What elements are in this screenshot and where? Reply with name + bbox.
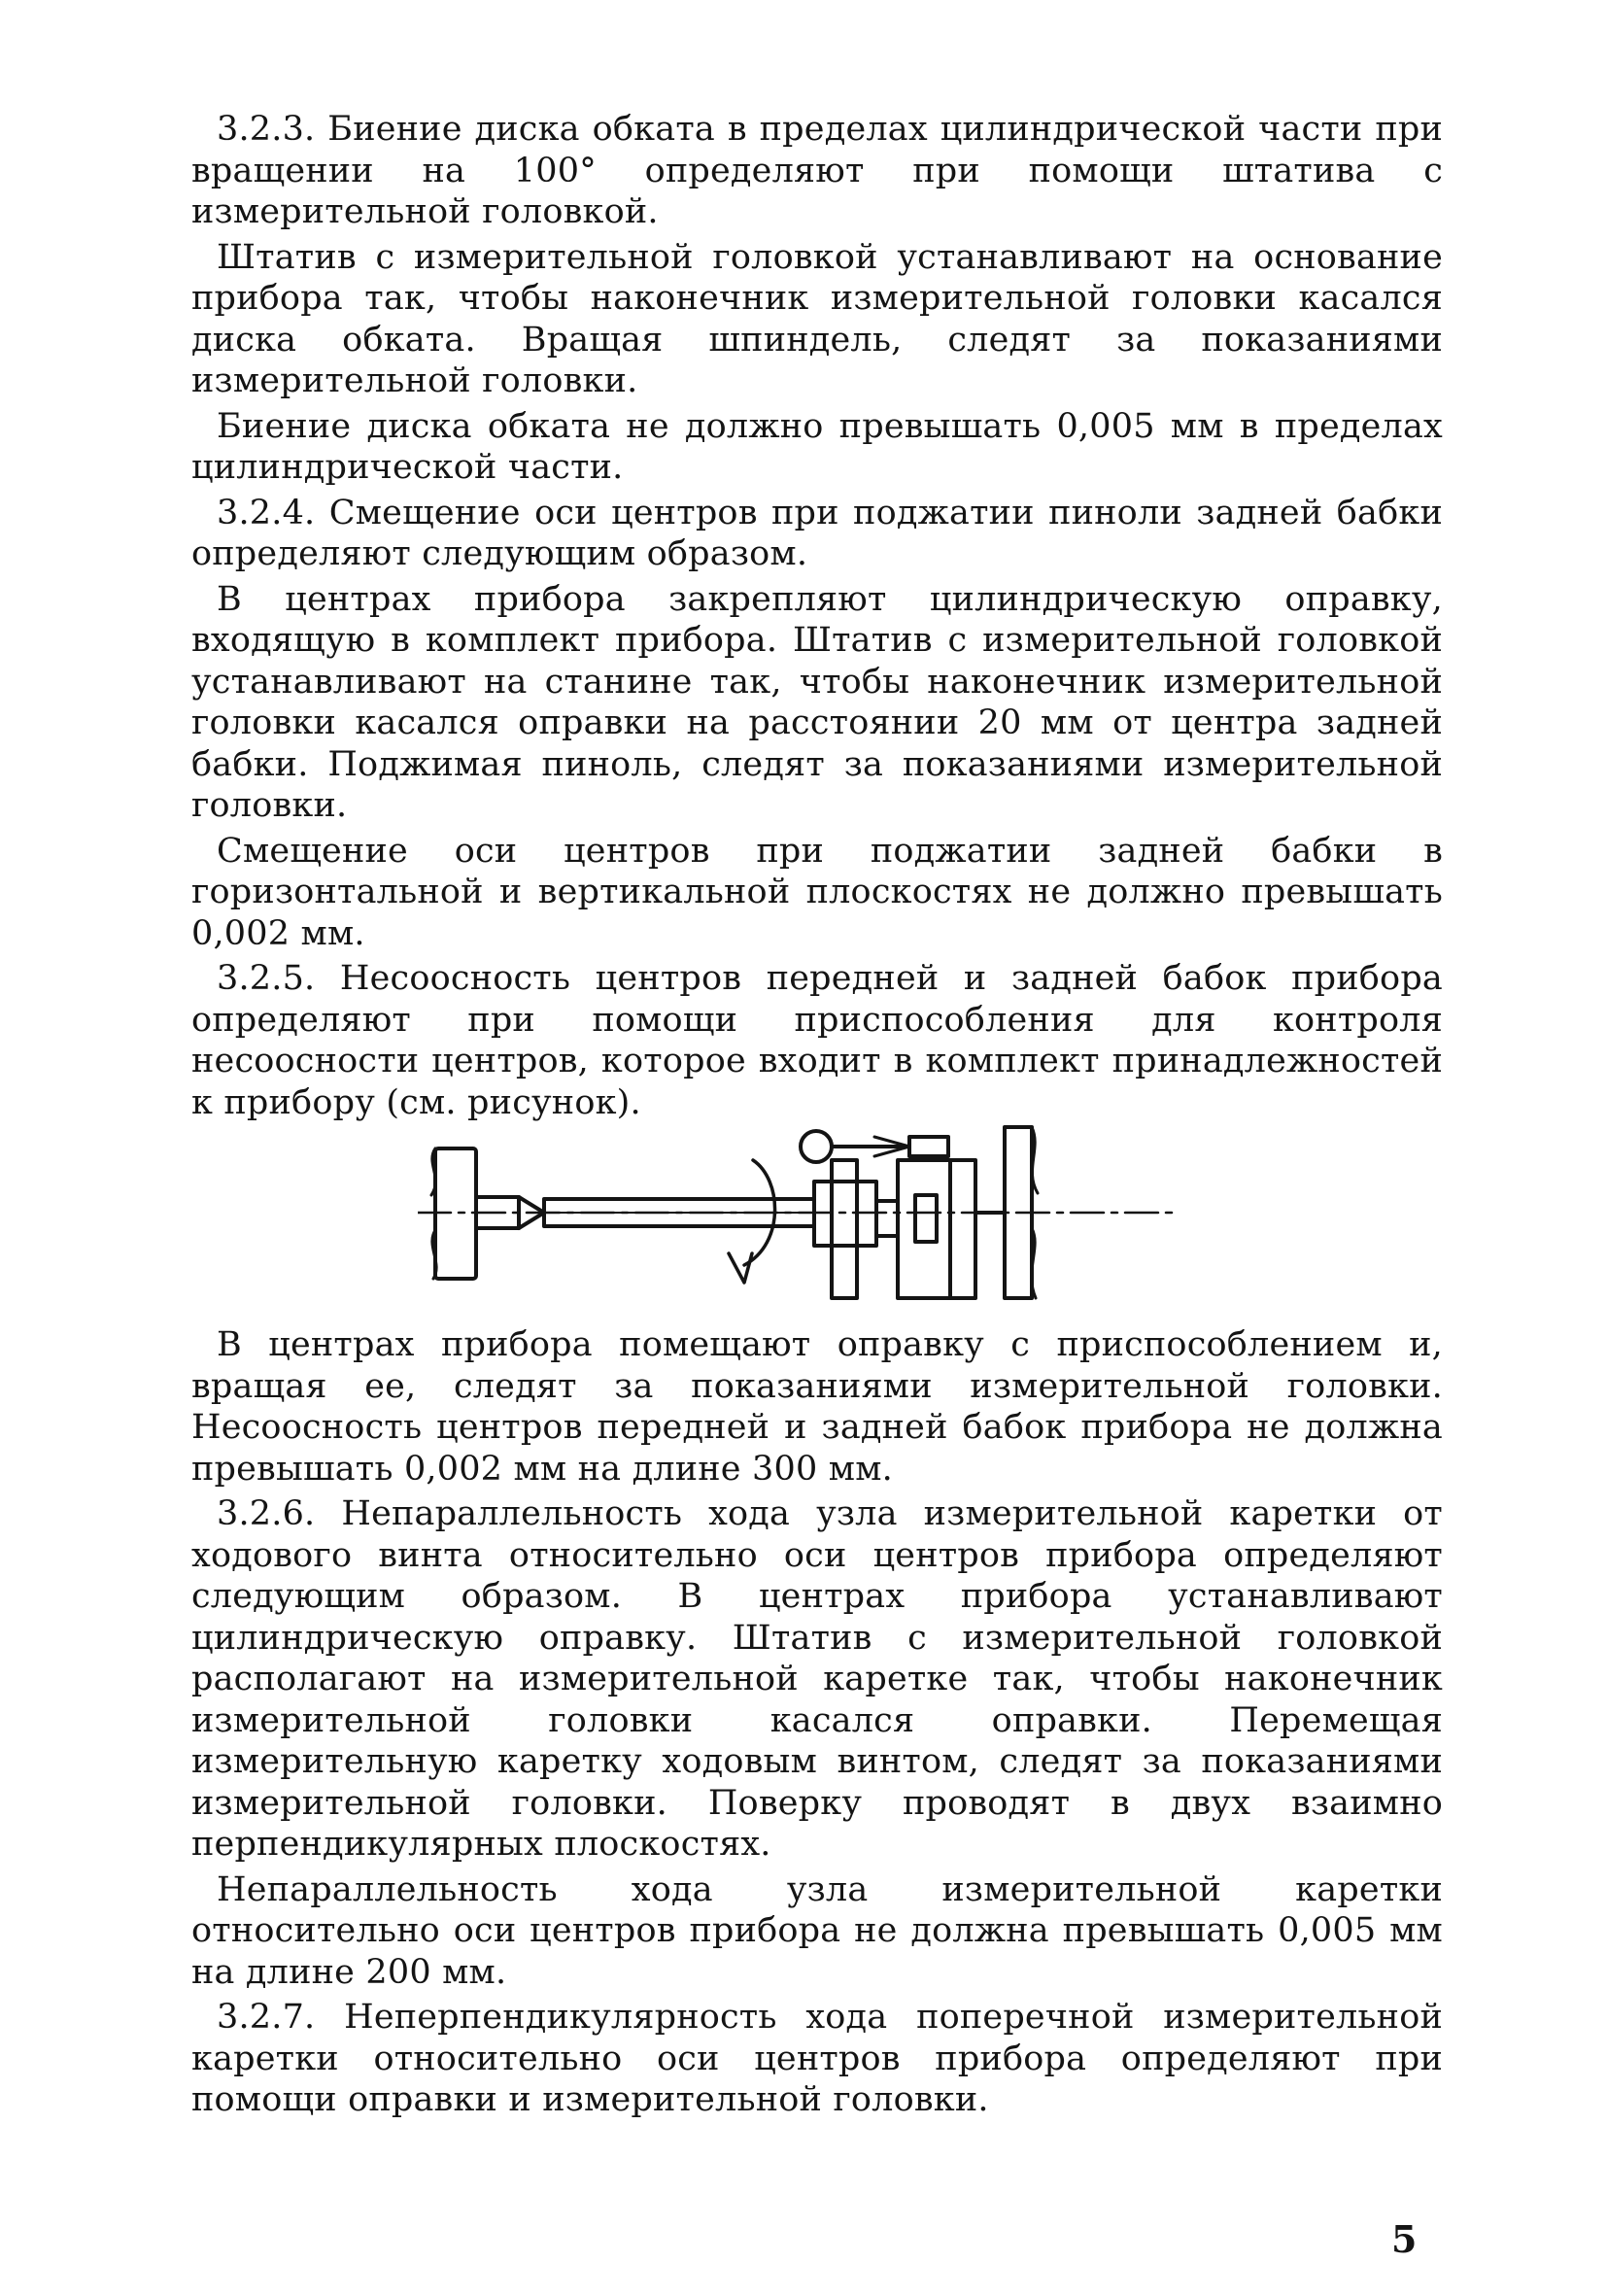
paragraph: Биение диска обката не должно превышать 0,005 мм в пределах цилиндрической части. <box>191 406 1443 487</box>
text-block-bottom <box>191 1324 1443 2125</box>
paragraph: Смещение оси центров при поджатии задней бабки в горизонтальной и вертикальной плоскостях не должно превышать 0,002 мм. <box>191 831 1443 953</box>
indicator-tip <box>909 1137 948 1156</box>
fixture-plate-b <box>876 1201 898 1236</box>
text-block-top <box>191 109 1443 1127</box>
paragraph: В центрах прибора закрепляют цилиндрическую оправку, входящую в комплект прибора. Штатив с измерительной головкой устанавливают на станине так, чтобы наконечник измерительной головки касался оправки на расстоянии 20 мм от центра задней бабки. Поджимая пиноль, следят за показаниями измерительной головки. <box>191 579 1443 825</box>
alignment-fixture-drawing <box>418 1119 1176 1304</box>
page-number: 5 <box>1391 2217 1418 2261</box>
tailstock-plate <box>950 1160 975 1298</box>
fixture-frame <box>898 1160 950 1298</box>
paragraph: Непараллельность хода узла измерительной каретки относительно оси центров прибора не должна превышать 0,005 мм на длине 200 мм. <box>191 1869 1443 1992</box>
paragraph: 3.2.6. Непараллельность хода узла измерительной каретки от ходового винта относительно оси центров прибора определяют следующим образом. В центрах прибора устанавливают цилиндрическую оправку. Штатив с измерительной головкой располагают на измерительной каретке так, чтобы наконечник измерительной головки касался оправки. Перемещая измерительную каретку ходовым винтом, следят за показаниями измерительной головки. Поверку проводят в двух взаимно перпендикулярных плоскостях. <box>191 1494 1443 1864</box>
fixture-inner <box>915 1195 937 1242</box>
indicator-dial <box>801 1131 832 1162</box>
paragraph: В центрах прибора помещают оправку с приспособлением и, вращая ее, следят за показаниями измерительной головки. Несоосность центров передней и задней бабок прибора не должна превышать 0,002 мм на длине 300 мм. <box>191 1325 1443 1489</box>
paragraph: 3.2.3. Биение диска обката в пределах цилиндрической части при вращении на 100° определяют при помощи штатива с измерительной головкой. <box>191 110 1443 231</box>
paragraph: 3.2.4. Смещение оси центров при поджатии пиноли задней бабки определяют следующим образом. <box>191 493 1443 573</box>
paragraph: 3.2.7. Неперпендикулярность хода поперечной измерительной каретки относительно оси центров прибора определяют при помощи оправки и измерительной головки. <box>191 1998 1443 2119</box>
paragraph: Штатив с измерительной головкой устанавливают на основание прибора так, чтобы наконечник измерительной головки касался диска обката. Вращая шпиндель, следят за показаниями измерительной головки. <box>191 237 1443 400</box>
paragraph: 3.2.5. Несоосность центров передней и задней бабок прибора определяют при помощи приспособления для контроля несоосности центров, которое входит в комплект принадлежностей к прибору (см. рисунок). <box>191 959 1443 1122</box>
